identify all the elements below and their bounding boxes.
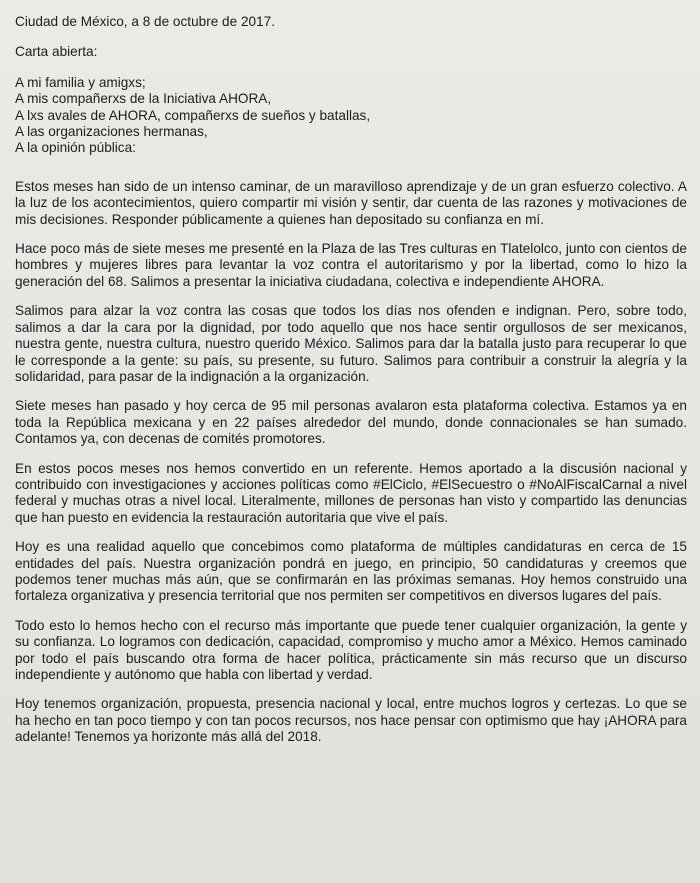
addressee-line: A lxs avales de AHORA, compañerxs de sueños y batallas, [15, 107, 371, 123]
addressee-line: A la opinión pública: [15, 140, 136, 156]
paragraph-tlatelolco: Hace poco más de siete meses me presenté en la Plaza de las Tres culturas en Tlatelolco, junto con cientos de hombres y mujeres libres para levantar la voz contra el autoritarismo y por la libertad, como lo hizo la generación del 68. Salimos a presentar la iniciativa ciudadana, colectiva e independiente AHORA. [15, 241, 687, 289]
addressee-line: A mi familia y amigxs; [15, 74, 146, 90]
addressee-list [15, 75, 687, 157]
letter-body [15, 14, 687, 759]
paragraph-siete-meses: Siete meses han pasado y hoy cerca de 95 mil personas avalaron esta plataforma colectiva. Estamos ya en toda la República mexicana y en 22 países alrededor del mundo, donde connacionales se han sumado. Contamos ya, con decenas de comités promotores. [15, 398, 687, 447]
paragraph-alzar-la-voz: Salimos para alzar la voz contra las cosas que todos los días nos ofenden e indignan. Pero, sobre todo, salimos a dar la cara por la dignidad, por todo aquello que nos hace sentir orgullosos de ser mexicanos, nuestra gente, nuestra cultura, nuestro querido México. Salimos para dar la batalla justo para recuperar lo que le corresponde a la gente: su país, su presente, su futuro. Salimos para contribuir a construir la alegría y la solidaridad, para pasar de la indignación a la organización. [15, 303, 687, 384]
paragraph-candidaturas: Hoy es una realidad aquello que concebimos como plataforma de múltiples candidaturas en cerca de 15 entidades del país. Nuestra organización pondrá en juego, en principio, 50 candidaturas y creemos que podemos tener muchas más aún, que se confirmarán en las próximas semanas. Hoy hemos construido una fortaleza organizativa y presencia territorial que nos permiten ser competitivos en diversos lugares del país. [15, 539, 687, 604]
letter-date: Ciudad de México, a 8 de octubre de 2017. [15, 14, 275, 29]
paragraph-intro: Estos meses han sido de un intenso caminar, de un maravilloso aprendizaje y de un gran esfuerzo colectivo. A la luz de los acontecimientos, quiero compartir mi visión y sentir, dar cuenta de las razones y motivaciones de mis decisiones. Responder públicamente a quienes han depositado su confianza en mí. [15, 178, 687, 227]
addressee-line: A mis compañerxs de la Iniciativa AHORA, [15, 91, 272, 107]
letter-salutation: Carta abierta: [15, 44, 98, 60]
paragraph-recurso: Todo esto lo hemos hecho con el recurso más importante que puede tener cualquier organización, la gente y su confianza. Lo logramos con dedicación, capacidad, compromiso y mucho amor a México. Hemos caminado por todo el país buscando otra forma de hacer política, prácticamente sin más recurso que un discurso independiente y autónomo que habla con libertad y verdad. [15, 617, 687, 682]
addressee-line: A las organizaciones hermanas, [15, 124, 208, 140]
paragraph-referente: En estos pocos meses nos hemos convertido en un referente. Hemos aportado a la discusión nacional y contribuido con investigaciones y acciones políticas como #ElCiclo, #ElSecuestro o #NoAlFiscalCarnal a nivel federal y muchas otras a nivel local. Literalmente, millones de personas han visto y compartido las denuncias que han puesto en evidencia la restauración autoritaria que vive el país. [15, 460, 687, 525]
paragraph-horizonte: Hoy tenemos organización, propuesta, presencia nacional y local, entre muchos logros y certezas. Lo que se ha hecho en tan poco tiempo y con tan pocos recursos, nos hace pensar con optimismo que hay ¡AHORA para adelante! Tenemos ya horizonte más allá del 2018. [15, 696, 687, 745]
